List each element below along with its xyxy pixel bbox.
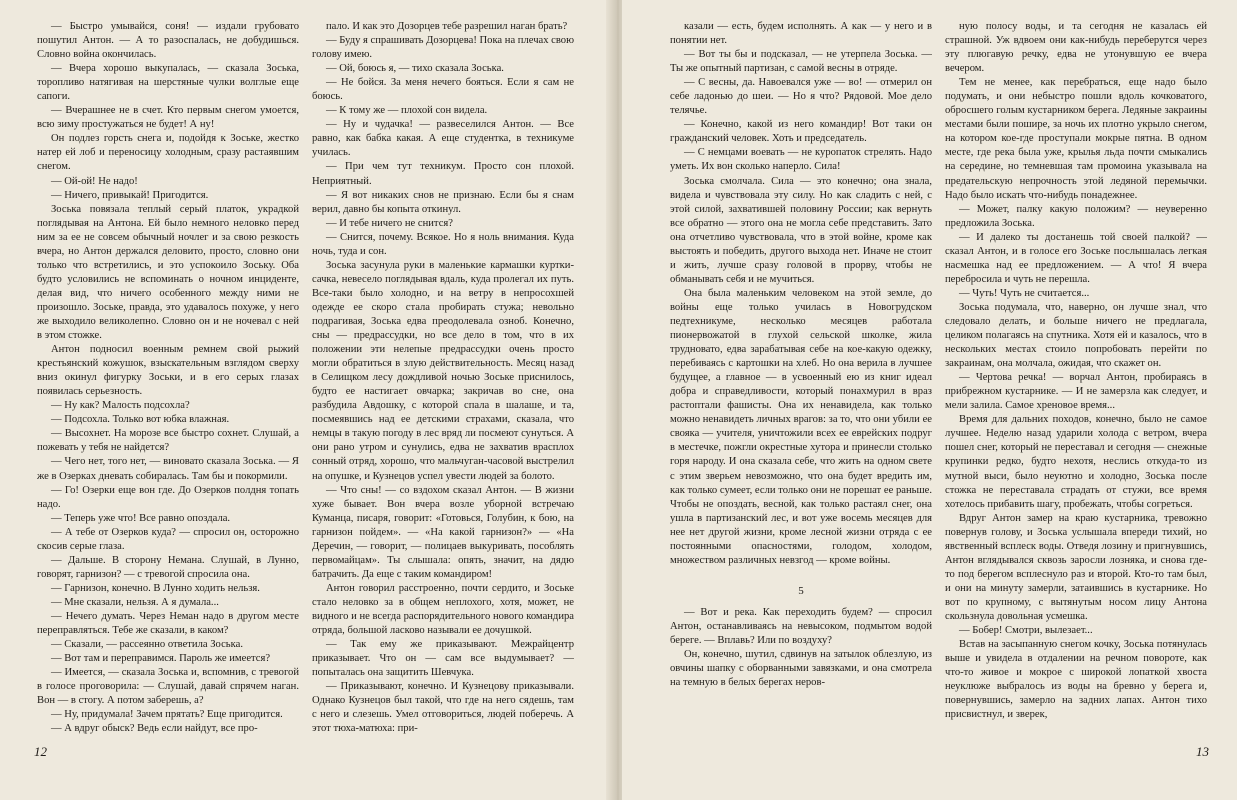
paragraph: — С весны, да. Навоевался уже — во! — отмерил он себе ладонью до шеи. — Но я что? Рядовой. Мое дело телячье. bbox=[670, 77, 932, 117]
paragraph: пало. И как это Дозорцев тебе разрешил наган брать? bbox=[326, 21, 568, 32]
paragraph: — Нечего думать. Через Неман надо в другом месте переправляться. Тебе же сказали, в каком? bbox=[37, 610, 299, 637]
paragraph: Он, конечно, шутил, сдвинув на затылок облезлую, из овчины шапку с оборванными завязками, и она смотрела на темную в белых берегах неров- bbox=[670, 649, 932, 689]
paragraph: — Дальше. В сторону Немана. Слушай, в Лунно, говорят, гарнизон? — с тревогой спросила она. bbox=[37, 554, 299, 580]
paragraph: Встав на засыпанную снегом кочку, Зоська потянулась выше и увидела в отдалении на речном повороте, как что-то живое и мокрое с широкой лопаткой хвоста неуклюже выбралось из воды на бревно у берега и, повернувшись, замерло на задних лапах. Антон тихо присвистнул, и зверек, bbox=[945, 639, 1207, 721]
right-column-2 bbox=[945, 20, 1207, 755]
right-column-1 bbox=[670, 20, 932, 755]
paragraph: Время для дальних походов, конечно, было не самое лучшее. Неделю назад ударили холода с ветром, вчера пошел снег, который не переставал и сегодня — снежные крупинки редко, будто нехотя, неслись откуда-то из мутной выси, было неуютно и холодно, Зоська после стожка не переставала страдать от стужи, все время хотелось прибавить шагу, пробежать, чтобы согреться. bbox=[945, 414, 1207, 510]
paragraph: — Не бойся. За меня нечего бояться. Если я сам не боюсь. bbox=[312, 77, 574, 103]
page-number: 12 bbox=[34, 744, 47, 759]
paragraph: — Сказали, — рассеянно ответила Зоська. bbox=[51, 639, 243, 651]
paragraph: — Вот и река. Как переходить будем? — спросил Антон, останавливаясь на невысоком, подмытом водой береге. — Вплавь? Или по воздуху? bbox=[670, 606, 932, 646]
paragraph: — Быстро умывайся, соня! — издали грубовато пошутил Антон. — А то разоспалась, не добудишься. Словно война окончилась. bbox=[37, 21, 299, 61]
paragraph: — Чуть! Чуть не считается... bbox=[959, 287, 1090, 299]
paragraph: — Ничего, привыкай! Пригодится. bbox=[51, 189, 209, 201]
paragraph: Тем не менее, как перебраться, еще надо было подумать, и они небыстро пошли вдоль кочковатого, обросшего голым кустарником берега. Ледяные закраины местами были пошире, за ночь их плотно укрыло снегом, на котором кое-где проступали мокрые пятна. В одном месте, где река была уже, крылья льда почти смыкались на середине, но темневшая там промоина указывала на предательскую непрочность этой ледяной перемычки. Надо было искать что-нибудь понадежнее. bbox=[945, 77, 1207, 201]
paragraph: — Высохнет. На морозе все быстро сохнет. Слушай, а пожевать у тебя не найдется? bbox=[37, 428, 299, 454]
paragraph: — Подсохла. Только вот юбка влажная. bbox=[51, 414, 230, 426]
paragraph: — К тому же — плохой сон видела. bbox=[326, 105, 488, 117]
left-page bbox=[0, 0, 614, 800]
chapter-number: 5 bbox=[798, 584, 804, 597]
paragraph: — А вдруг обыск? Ведь если найдут, все про- bbox=[51, 723, 258, 735]
paragraph: — Вот там и переправимся. Пароль же имеется? bbox=[51, 653, 271, 665]
paragraph: — Бобер! Смотри, вылезает... bbox=[959, 625, 1093, 637]
right-page bbox=[622, 0, 1237, 800]
paragraph: — Я вот никаких снов не признаю. Если бы я снам верил, давно бы копыта откинул. bbox=[312, 189, 574, 215]
paragraph: — При чем тут техникум. Просто сон плохой. Неприятный. bbox=[312, 161, 574, 187]
paragraph: Зоська засунула руки в маленькие кармашки куртки-сачка, невесело поглядывая вдаль, куда пролегал их путь. Все-таки было холодно, и на ветру в непросохшей одежде ее скоро стала пробирать стужа; невольно подрагивая, Зоська едва преодолевала озноб. Конечно, сны — предрассудки, но все дело в том, что в их положении эти нелепые предрассудки очень просто могли обратиться в злую действительность. Месяц назад в Селищком лесу дождливой ночью Зоське приснилось, будто ее настигает овчарка; закричав во сне, она разбудила Авдошку, с которой спала в шалаше, и та, посмеявшись над ее детскими страхами, сказала, что немцы в такую погоду в лес вряд ли посмеют сунуться. А они рано утром и сунулись, едва не захватив врасплох сонный отряд, хорошо, что мальчуган-часовой выстрелил на опушке, и Кузнецов успел увести людей за болото. bbox=[312, 259, 574, 482]
paragraph: — И тебе ничего не снится? bbox=[326, 217, 453, 229]
paragraph: — Ну как? Малость подсохла? bbox=[51, 400, 190, 412]
page-number: 13 bbox=[1196, 744, 1209, 759]
paragraph: Зоська смолчала. Сила — это конечно; она знала, видела и чувствовала эту силу. Но как сладить с ней, с этой силой, захватившей половину России; как вернуть все обратно — этого она не могла себе представить. Зато она отчетливо чувствовала, что в этой войне, кроме как выстоять и победить, другого выхода нет. Иначе не стоит и жить, лучше сразу головой в прорву, чтобы не обманывать себя и не мучиться. bbox=[670, 175, 932, 285]
paragraph: — Приказывают, конечно. И Кузнецову приказывали. Однако Кузнецов был такой, что где на него сядешь, там с него и слезешь. Умел отговориться, людей поберечь. А этот тюха-матюха: при- bbox=[312, 681, 574, 735]
paragraph: — Снится, почему. Всякое. Но я ноль внимания. Куда ночь, туда и сон. bbox=[312, 231, 574, 257]
paragraph: — Ой, боюсь я, — тихо сказала Зоська. bbox=[326, 63, 504, 75]
paragraph: Она была маленьким человеком на этой земле, до войны еще только училась в Новогрудском педтехникуме, несколько месяцев работала пионервожатой в глухой сельской школке, жила трудновато, едва зарабатывая себе на кое-какую одежку, перебиваясь с картошки на хлеб. Но она верила в лучшее будущее, а главное — в усвоенный ею из книг идеал добра и справедливости, который понахмурил в враз растоптали фашисты. Она их ненавидела, как только можно ненавидеть личных врагов: за то, что они убили ее свояка — учителя, уничтожили всех ее еврейских подруг в местечке, пожгли окрестные хутора и принесли столько горя народу. И она сказала себе, что жить на одном свете с этим зверьем невозможно, что она будет вредить им, как только сумеет, если только они не порешат ее раньше. Чтобы не опоздать, весной, как только растаял снег, она ушла в партизанский лес, и вот уже восемь месяцев для нее нет другой жизни, кроме лесной жизни отряда с ее постоянными опасностями, голодом, холодом, множеством различных невзгод — кроме войны. bbox=[670, 287, 932, 566]
paragraph: — С немцами воевать — не куропаток стрелять. Надо уметь. Их вон сколько наперло. Сила! bbox=[670, 147, 932, 173]
paragraph: Вдруг Антон замер на краю кустарника, тревожно повернув голову, и Зоська услышала впереди тихий, но явственный всплеск воды. Отведя лозину и пригнувшись, Антон вглядывался сквозь заросли лозняка, и снова где-то под берегом всплеснуло раз и второй. Кто-то там был, и они на минуту замерли, затаившись в кустарнике. Но вот по крупному, с вытянутым носом лицу Антона скользнула довольная усмешка. bbox=[945, 512, 1207, 622]
paragraph: — Вчера хорошо выкупалась, — сказала Зоська, торопливо натягивая на шерстяные чулки волглые еще сапоги. bbox=[37, 63, 299, 103]
paragraph: Антон говорил расстроенно, почти сердито, и Зоське стало неловко за в общем неплохого, хотя, может, не видного и не всегда распорядительного нового командира отряда, большой ласково называли ее дочушкой. bbox=[312, 582, 574, 637]
paragraph: — И далеко ты достанешь той своей палкой? — сказал Антон, и в голосе его Зоське послышалась легкая насмешка над ее предложением. — А что! Я вчера перебросила и чуть не перешла. bbox=[945, 231, 1207, 285]
paragraph: — Гарнизон, конечно. В Лунно ходить нельзя. bbox=[51, 582, 260, 594]
paragraph: — Теперь уже что! Все равно опоздала. bbox=[51, 512, 231, 524]
paragraph: Он подлез горсть снега и, подойдя к Зоське, жестко натер ей лоб и переносицу холодным, сразу растаявшим снегом. bbox=[37, 133, 299, 173]
paragraph: казали — есть, будем исполнять. А как — у него и в понятии нет. bbox=[670, 21, 932, 47]
paragraph: Зоська подумала, что, наверно, он лучше знал, что следовало делать, и больше ничего не предлагала, целиком полагаясь на спутника. Хотя ей и казалось, что в нескольких местах стоило попробовать перейти по закраинам, она молчала, ожидая, что скажет он. bbox=[945, 301, 1207, 370]
paragraph: — Ну, придумала! Зачем прятать? Еще пригодится. bbox=[51, 709, 283, 721]
left-column-2 bbox=[312, 20, 574, 755]
paragraph: — Имеется, — сказала Зоська и, вспомнив, с тревогой в голосе проговорила: — Слушай, давай спрячем наган. Вон — в стогу. А потом заберешь, а? bbox=[37, 667, 299, 707]
paragraph: — Чертова речка! — ворчал Антон, пробираясь в прибрежном кустарнике. — И не замерзла как следует, и мели залила. Самое хреновое время... bbox=[945, 372, 1207, 412]
paragraph: Зоська повязала теплый серый платок, украдкой поглядывая на Антона. Ей было немного неловко перед ним за ее не совсем обычный ночлег и за свою резкость вчера, но Антон держался деловито, просто, словно они только что встретились, и это успокоило Зоську. Оба будто условились не вспоминать о ночном инциденте, делая вид, что ничего особенного между ними не произошло. Зоське, правда, это удавалось похуже, у него же выходило великолепно. Словно он и не ночевал с ней в этом стожке. bbox=[37, 203, 299, 342]
paragraph: — Чего нет, того нет, — виновато сказала Зоська. — Я же в Озерках дневать собиралась. Там бы и покормили. bbox=[37, 456, 299, 482]
paragraph: — А тебе от Озерков куда? — спросил он, осторожно скосив серые глаза. bbox=[37, 526, 299, 552]
paragraph: — Мне сказали, нельзя. А я думала... bbox=[51, 596, 219, 608]
paragraph: — Так ему же приказывают. Межрайцентр приказывает. Что он — сам все выдумывает? — попыталась она защитить Шевчука. bbox=[312, 639, 574, 679]
paragraph: — Что сны! — со вздохом сказал Антон. — В жизни хуже бывает. Вон вчера возле уборной встречаю Куманца, писаря, говорит: «Готовься, Голубин, к бою, на гарнизон пойдем». — «На какой гарнизон?» — «На Деречин, — говорит, — полицаев выкуривать, пособлять первомайцам». Ты слышала: опять, значит, на дядю батрачить. Да еще с таким командиром! bbox=[312, 484, 574, 580]
paragraph: Антон подносил военным ремнем свой рыжий крестьянский кожушок, взыскательным взглядом сверху вниз окинул фигурку Зоськи, и в его серых глазах появилась серьезность. bbox=[37, 344, 299, 398]
left-column-1 bbox=[37, 20, 299, 755]
paragraph: — Может, палку какую положим? — неуверенно предложила Зоська. bbox=[945, 203, 1207, 229]
paragraph: — Ну и чудачка! — развеселился Антон. — Все равно, как бабка какая. А еще студентка, в техникуме училась. bbox=[312, 119, 574, 159]
paragraph: — Буду я спрашивать Дозорцева! Пока на плечах свою голову имею. bbox=[312, 35, 574, 61]
paragraph: ную полосу воды, и та сегодня не казалась ей страшной. Уж вдвоем они как-нибудь переберутся через эту плюгавую речку, едва не утонувшую ее вчера вечером. bbox=[945, 21, 1207, 75]
paragraph: — Го! Озерки еще вон где. До Озерков полдня топать надо. bbox=[37, 484, 299, 510]
paragraph: — Конечно, какой из него командир! Вот таки он гражданский человек. Хоть и председатель. bbox=[670, 119, 932, 145]
paragraph: — Вчерашнее не в счет. Кто первым снегом умоется, всю зиму простужаться не будет! А ну! bbox=[37, 105, 299, 131]
paragraph: — Вот ты бы и подсказал, — не утерпела Зоська. — Ты же опытный партизан, с самой весны в отряде. bbox=[670, 49, 932, 75]
paragraph: — Ой-ой! Не надо! bbox=[51, 175, 138, 187]
